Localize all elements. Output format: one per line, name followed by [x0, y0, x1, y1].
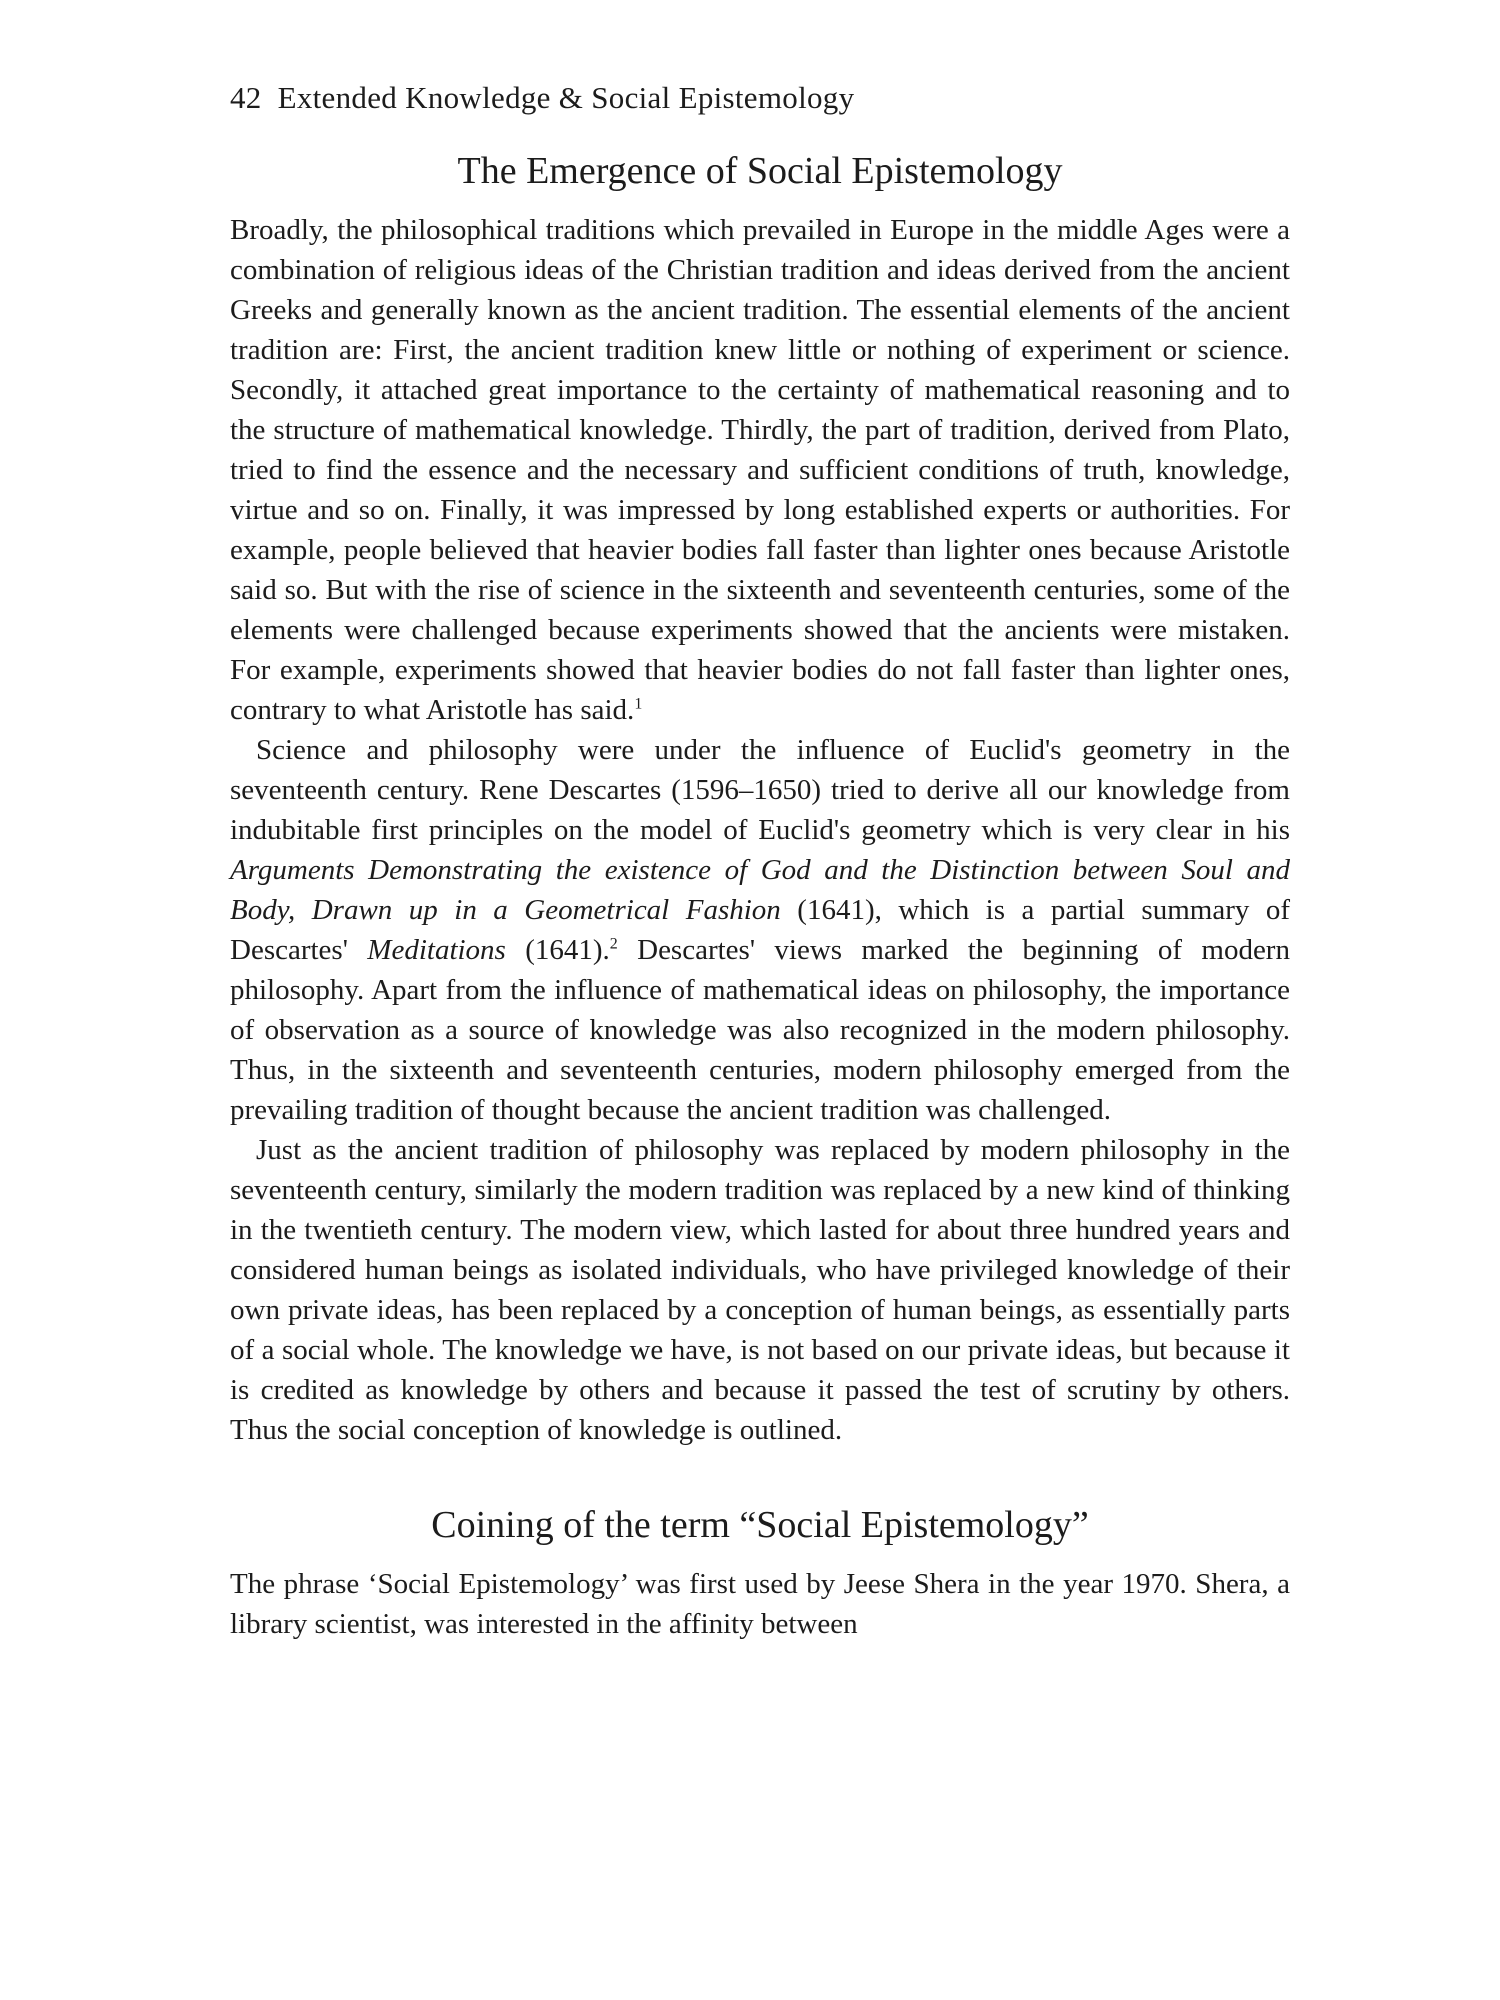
section-spacer	[230, 1450, 1290, 1502]
work-title-meditations: Meditations	[367, 934, 506, 966]
paragraph-descartes	[230, 730, 1290, 1130]
footnote-marker-1: 1	[634, 695, 643, 713]
paragraph-modern-tradition: Just as the ancient tradition of philosophy was replaced by modern philosophy in the seventeenth century, similarly the modern tradition was replaced by a new kind of thinking in the twentieth century. The modern view, which lasted for about three hundred years and considered human beings as isolated individuals, who have privileged knowledge of their own private ideas, has been replaced by a conception of human beings, as essentially parts of a social whole. The knowledge we have, is not based on our private ideas, but because it is credited as knowledge by others and because it passed the test of scrutiny by others. Thus the social conception of knowledge is outlined.	[230, 1134, 1290, 1446]
footnote-marker-2: 2	[609, 935, 618, 953]
running-head	[230, 78, 1290, 118]
paragraph-shera: The phrase ‘Social Epistemology’ was first used by Jeese Shera in the year 1970. Shera, a library scientist, was interested in the affinity between	[230, 1568, 1290, 1640]
section-heading-emergence: The Emergence of Social Epistemology	[457, 150, 1063, 192]
paragraph-text: Science and philosophy were under the influence of Euclid's geometry in the seventeenth century. Rene Descartes (1596–1650) tried to derive all our knowledge from indubitable first principles on the model of Euclid's geometry which is very clear in his	[230, 734, 1290, 846]
work-title-arguments: Arguments Demonstrating the existence of God and the Distinction between Soul and Body, Drawn up in a Geometrical Fashion	[230, 854, 1290, 926]
paragraph-text: Descartes' views marked the beginning of modern philosophy. Apart from the influence of mathematical ideas on philosophy, the importance of observation as a source of knowledge was also recognized in the modern philosophy. Thus, in the sixteenth and seventeenth centuries, modern philosophy emerged from the prevailing tradition of thought because the ancient tradition was challenged.	[230, 934, 1290, 1126]
paragraph-text: (1641).	[505, 934, 610, 966]
paragraph-text: Broadly, the philosophical traditions which prevailed in Europe in the middle Ages were a combination of religious ideas of the Christian tradition and ideas derived from the ancient Greeks and generally known as the ancient tradition. The essential elements of the ancient tradition are: First, the ancient tradition knew little or nothing of experiment or science. Secondly, it attached great importance to the certainty of mathematical reasoning and to the structure of mathematical knowledge. Thirdly, the part of tradition, derived from Plato, tried to find the essence and the necessary and sufficient conditions of truth, knowledge, virtue and so on. Finally, it was impressed by long established experts or authorities. For example, people believed that heavier bodies fall faster than lighter ones because Aristotle said so. But with the rise of science in the sixteenth and seventeenth centuries, some of the elements were challenged because experiments showed that the ancients were mistaken. For example, experiments showed that heavier bodies do not fall faster than lighter ones, contrary to what Aristotle has said.	[230, 214, 1290, 726]
book-page	[230, 78, 1290, 1644]
paragraph-ancient-tradition	[230, 210, 1290, 730]
paragraph-text: (1641), which is a partial summary of Descartes'	[230, 894, 1290, 966]
page-number: 42	[230, 80, 262, 115]
section-heading-coining: Coining of the term “Social Epistemology”	[431, 1504, 1089, 1546]
book-title: Extended Knowledge & Social Epistemology	[277, 80, 855, 115]
